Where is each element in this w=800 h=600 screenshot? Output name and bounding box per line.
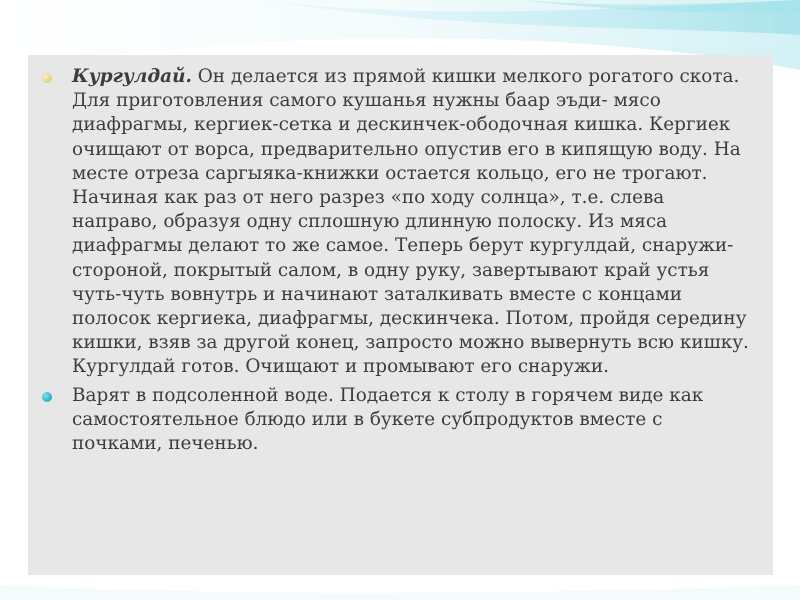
bullet-text: Варят в подсоленной воде. Подается к столу в горячем виде как самостоятельное блюдо или в букете субпродуктов вместе с почками, печенью. <box>72 384 704 455</box>
bullet-dot-icon <box>42 392 52 402</box>
bullet-term: Кургулдай. <box>72 66 192 87</box>
bullet-dot-icon <box>42 73 52 83</box>
bullet-item-kurguldai <box>40 65 755 380</box>
bullet-item-serving <box>40 384 755 457</box>
bullet-text: Он делается из прямой кишки мелкого рогатого скота. Для приготовления самого кушанья нужны баар эъди- мясо диафрагмы, кергиек-сетка и дескинчек-ободочная кишка. Кергиек очищают от ворса, предварительно опустив его в кипящую воду. На месте отреза саргыяка-книжки остается кольцо, его не трогают. Начиная как раз от него разрез «по ходу солнца», т.е. слева направо, образуя одну сплошную длинную полоску. Из мяса диафрагмы делают то же самое. Теперь берут кургулдай, снаружи- стороной, покрытый салом, в одну руку, завертывают край устья чуть-чуть вовнутрь и начинают заталкивать вместе с концами полосок кергиека, диафрагмы, дескинчека. Потом, пройдя середину кишки, взяв за другой конец, запросто можно вывернуть всю кишку. Кургулдай готов. Очищают и промывают его снаружи. <box>72 66 749 378</box>
bullet-list <box>40 65 755 460</box>
